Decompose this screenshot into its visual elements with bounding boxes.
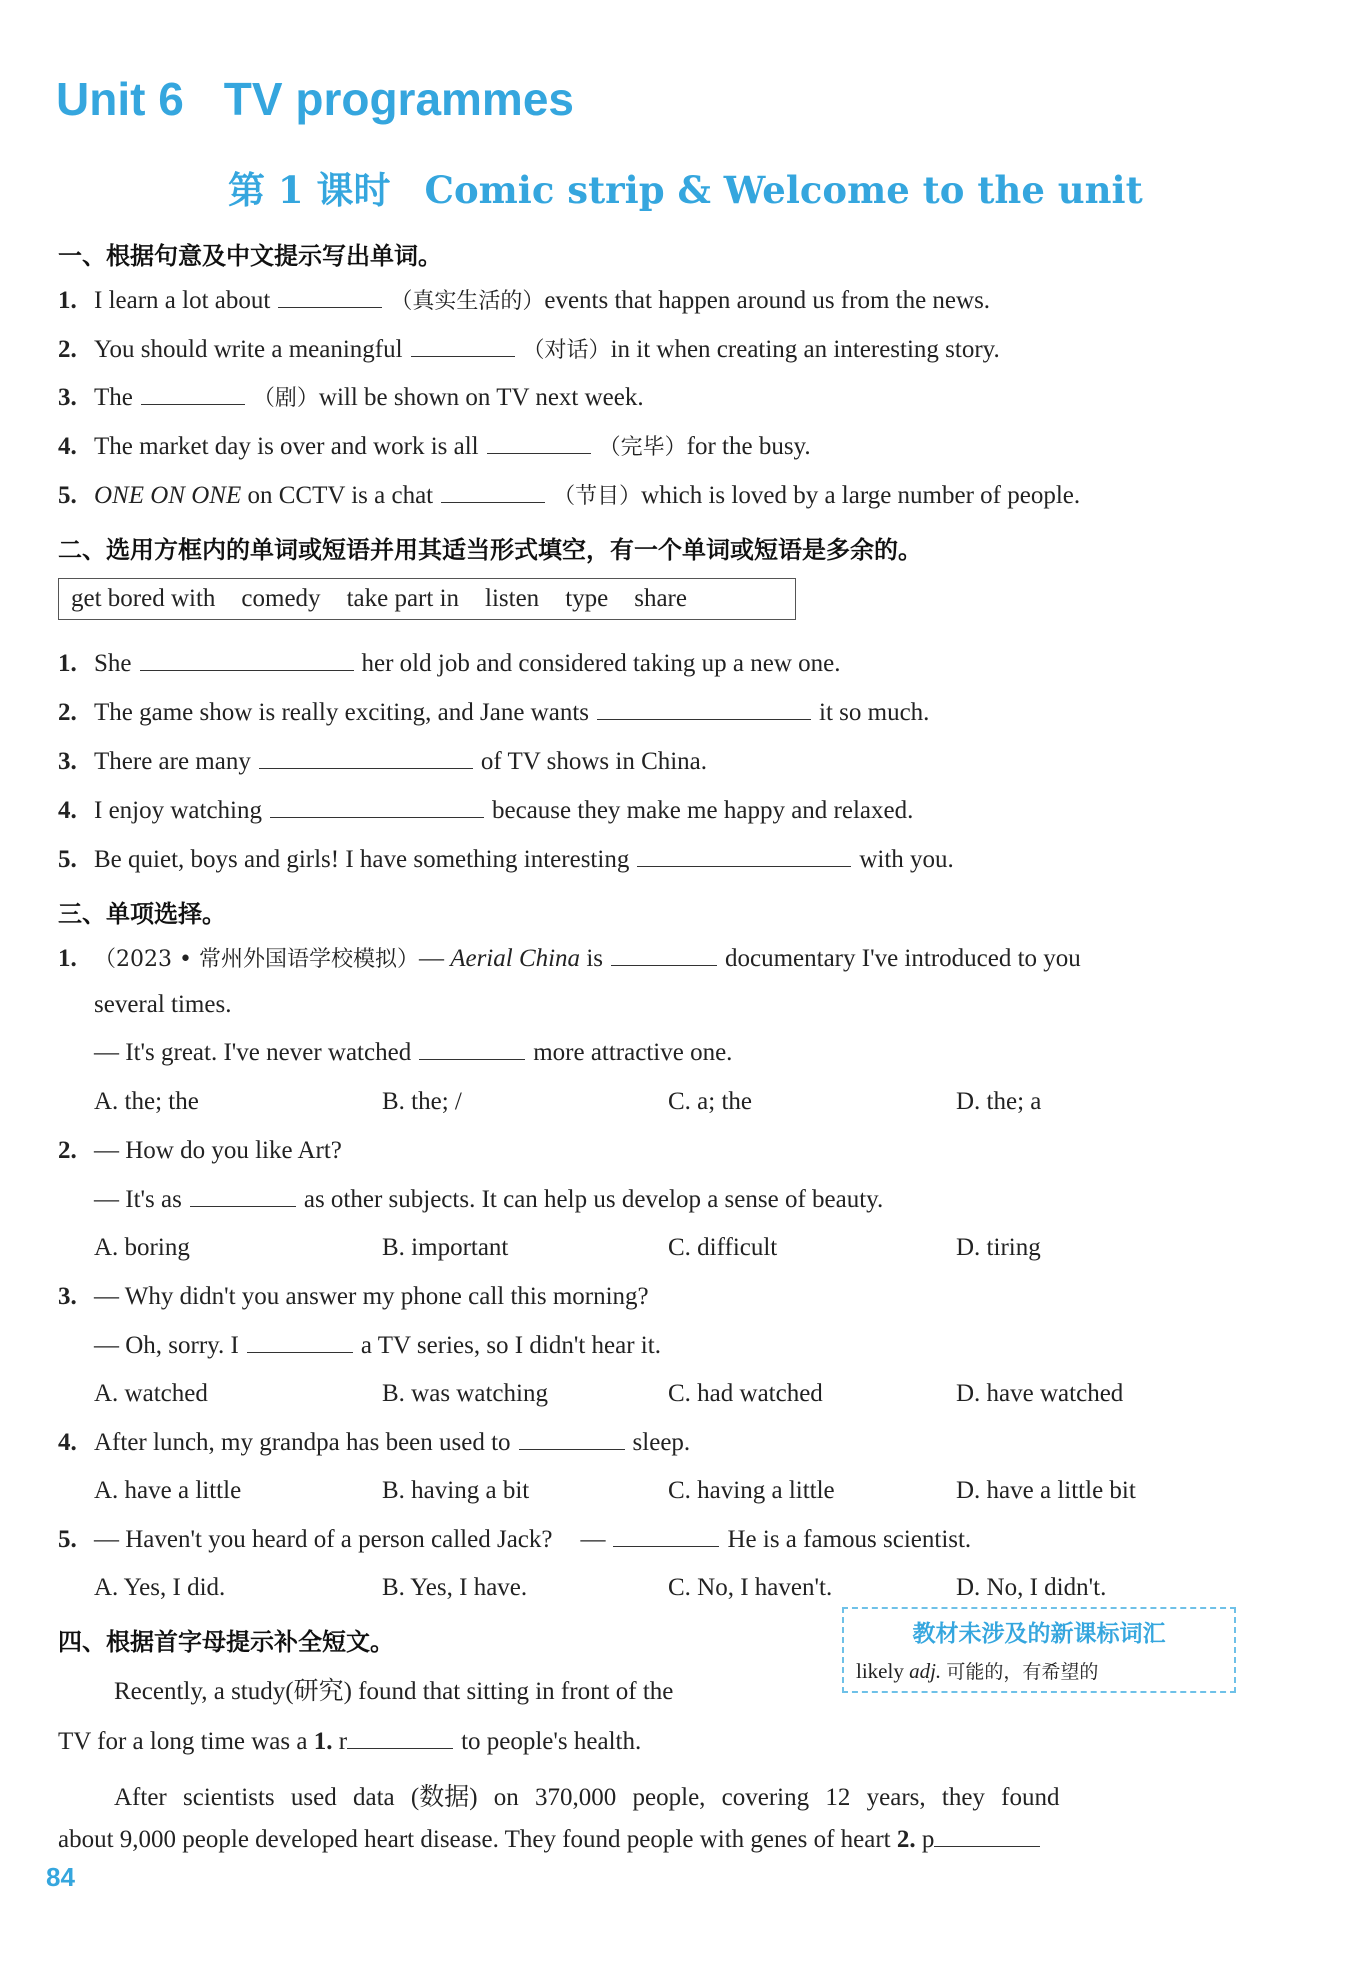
answer-blank[interactable] <box>637 865 851 867</box>
s2-item-5: 5. Be quiet, boys and girls! I have something interesting with you. <box>58 846 954 873</box>
answer-blank[interactable] <box>611 964 717 966</box>
callout-entry: likely adj. 可能的，有希望的 <box>856 1659 1099 1683</box>
s3-q4-option-b[interactable]: B. having a bit <box>382 1477 530 1504</box>
s1-item-1: 1. I learn a lot about （真实生活的）events that happen around us from the news. <box>58 287 991 314</box>
lesson-name: Comic strip & Welcome to the unit <box>424 168 1143 212</box>
s4-p2-line1: After scientists used data (数据) on 370,000 people, covering 12 years, they found <box>114 1784 1060 1811</box>
s3-q4-option-d[interactable]: D. have a little bit <box>956 1477 1136 1504</box>
s3-q3-option-b[interactable]: B. was watching <box>382 1380 548 1407</box>
s3-q4-option-c[interactable]: C. having a little <box>668 1477 835 1504</box>
s3-q1-option-d[interactable]: D. the; a <box>956 1088 1042 1115</box>
answer-blank[interactable] <box>934 1845 1040 1847</box>
answer-blank[interactable] <box>441 501 545 503</box>
lesson-title <box>228 160 1143 214</box>
lesson-label: 第 1 课时 <box>228 168 391 212</box>
s3-q1-reply: — It's great. I've never watched more attractive one. <box>94 1039 733 1066</box>
section-1-heading: 一、根据句意及中文提示写出单词。 <box>58 242 442 270</box>
s3-q2-option-a[interactable]: A. boring <box>94 1234 190 1261</box>
answer-blank[interactable] <box>140 669 354 671</box>
word-bank-item: get bored with <box>71 585 216 612</box>
s3-q2-reply: — It's as as other subjects. It can help us develop a sense of beauty. <box>94 1186 884 1213</box>
s3-q4-stem: 4. After lunch, my grandpa has been used to sleep. <box>58 1429 691 1456</box>
s1-item-2: 2. You should write a meaningful （对话）in it when creating an interesting story. <box>58 336 1000 363</box>
answer-blank[interactable] <box>270 816 484 818</box>
s2-item-2: 2. The game show is really exciting, and Jane wants it so much. <box>58 699 930 726</box>
unit-title <box>56 72 574 126</box>
answer-blank[interactable] <box>419 1058 525 1060</box>
answer-blank[interactable] <box>597 718 811 720</box>
s3-q2-option-c[interactable]: C. difficult <box>668 1234 778 1261</box>
answer-blank[interactable] <box>613 1545 719 1547</box>
s3-q5-option-d[interactable]: D. No, I didn't. <box>956 1574 1107 1601</box>
s3-q5-stem: 5. — Haven't you heard of a person called Jack? — He is a famous scientist. <box>58 1526 972 1553</box>
s3-q3-option-d[interactable]: D. have watched <box>956 1380 1124 1407</box>
s2-item-1: 1. She her old job and considered taking up a new one. <box>58 650 841 677</box>
s4-p1-line1: Recently, a study(研究) found that sitting in front of the <box>114 1678 674 1705</box>
s3-q2-option-b[interactable]: B. important <box>382 1234 509 1261</box>
s3-q3-stem: 3. — Why didn't you answer my phone call this morning? <box>58 1283 649 1310</box>
section-2-heading: 二、选用方框内的单词或短语并用其适当形式填空，有一个单词或短语是多余的。 <box>58 536 922 564</box>
s3-q3-reply: — Oh, sorry. I a TV series, so I didn't hear it. <box>94 1332 661 1359</box>
page-number: 84 <box>46 1862 75 1892</box>
s4-p2-line2: about 9,000 people developed heart disease. They found people with genes of heart 2. p <box>58 1826 1048 1854</box>
s1-item-5: 5. ONE ON ONE on CCTV is a chat （节目）which is loved by a large number of people. <box>58 482 1081 509</box>
s1-item-4: 4. The market day is over and work is all （完毕）for the busy. <box>58 433 811 460</box>
s3-q1-option-b[interactable]: B. the; / <box>382 1088 462 1115</box>
word-bank-item: share <box>634 585 687 612</box>
s3-q4-option-a[interactable]: A. have a little <box>94 1477 242 1504</box>
s3-q1-option-a[interactable]: A. the; the <box>94 1088 199 1115</box>
s3-q3-option-c[interactable]: C. had watched <box>668 1380 823 1407</box>
word-bank-item: take part in <box>346 585 460 612</box>
word-bank-item: type <box>565 585 609 612</box>
answer-blank[interactable] <box>247 1351 353 1353</box>
word-bank-item: listen <box>485 585 540 612</box>
answer-blank[interactable] <box>411 355 515 357</box>
s3-q3-option-a[interactable]: A. watched <box>94 1380 208 1407</box>
s2-item-4: 4. I enjoy watching because they make me happy and relaxed. <box>58 797 914 824</box>
s3-q5-option-a[interactable]: A. Yes, I did. <box>94 1574 226 1601</box>
s3-q5-option-c[interactable]: C. No, I haven't. <box>668 1574 833 1601</box>
vocab-callout-box <box>842 1607 1236 1693</box>
s3-q2-option-d[interactable]: D. tiring <box>956 1234 1041 1261</box>
s3-q1-option-c[interactable]: C. a; the <box>668 1088 753 1115</box>
answer-blank[interactable] <box>519 1448 625 1450</box>
answer-blank[interactable] <box>259 767 473 769</box>
section-4-heading: 四、根据首字母提示补全短文。 <box>58 1628 394 1656</box>
answer-blank[interactable] <box>190 1205 296 1207</box>
s3-q5-option-b[interactable]: B. Yes, I have. <box>382 1574 528 1601</box>
answer-blank[interactable] <box>487 452 591 454</box>
answer-blank[interactable] <box>347 1747 453 1749</box>
word-bank-box <box>58 578 796 620</box>
answer-blank[interactable] <box>278 306 382 308</box>
s1-item-3: 3. The （剧）will be shown on TV next week. <box>58 384 644 411</box>
s2-item-3: 3. There are many of TV shows in China. <box>58 748 708 775</box>
answer-blank[interactable] <box>141 403 245 405</box>
unit-name: TV programmes <box>223 73 574 125</box>
callout-title: 教材未涉及的新课标词汇 <box>912 1621 1166 1647</box>
word-bank-item: comedy <box>241 585 321 612</box>
s3-q2-stem: 2. — How do you like Art? <box>58 1137 342 1164</box>
s4-p1-line2: TV for a long time was a 1. r to people's health. <box>58 1728 642 1755</box>
unit-label: Unit 6 <box>56 73 184 125</box>
s3-q1-stem: 1. （2023 • 常州外国语学校模拟）— Aerial China is documentary I've introduced to you <box>58 945 1081 972</box>
s3-q1-cont: several times. <box>94 991 232 1018</box>
section-3-heading: 三、单项选择。 <box>58 900 226 928</box>
